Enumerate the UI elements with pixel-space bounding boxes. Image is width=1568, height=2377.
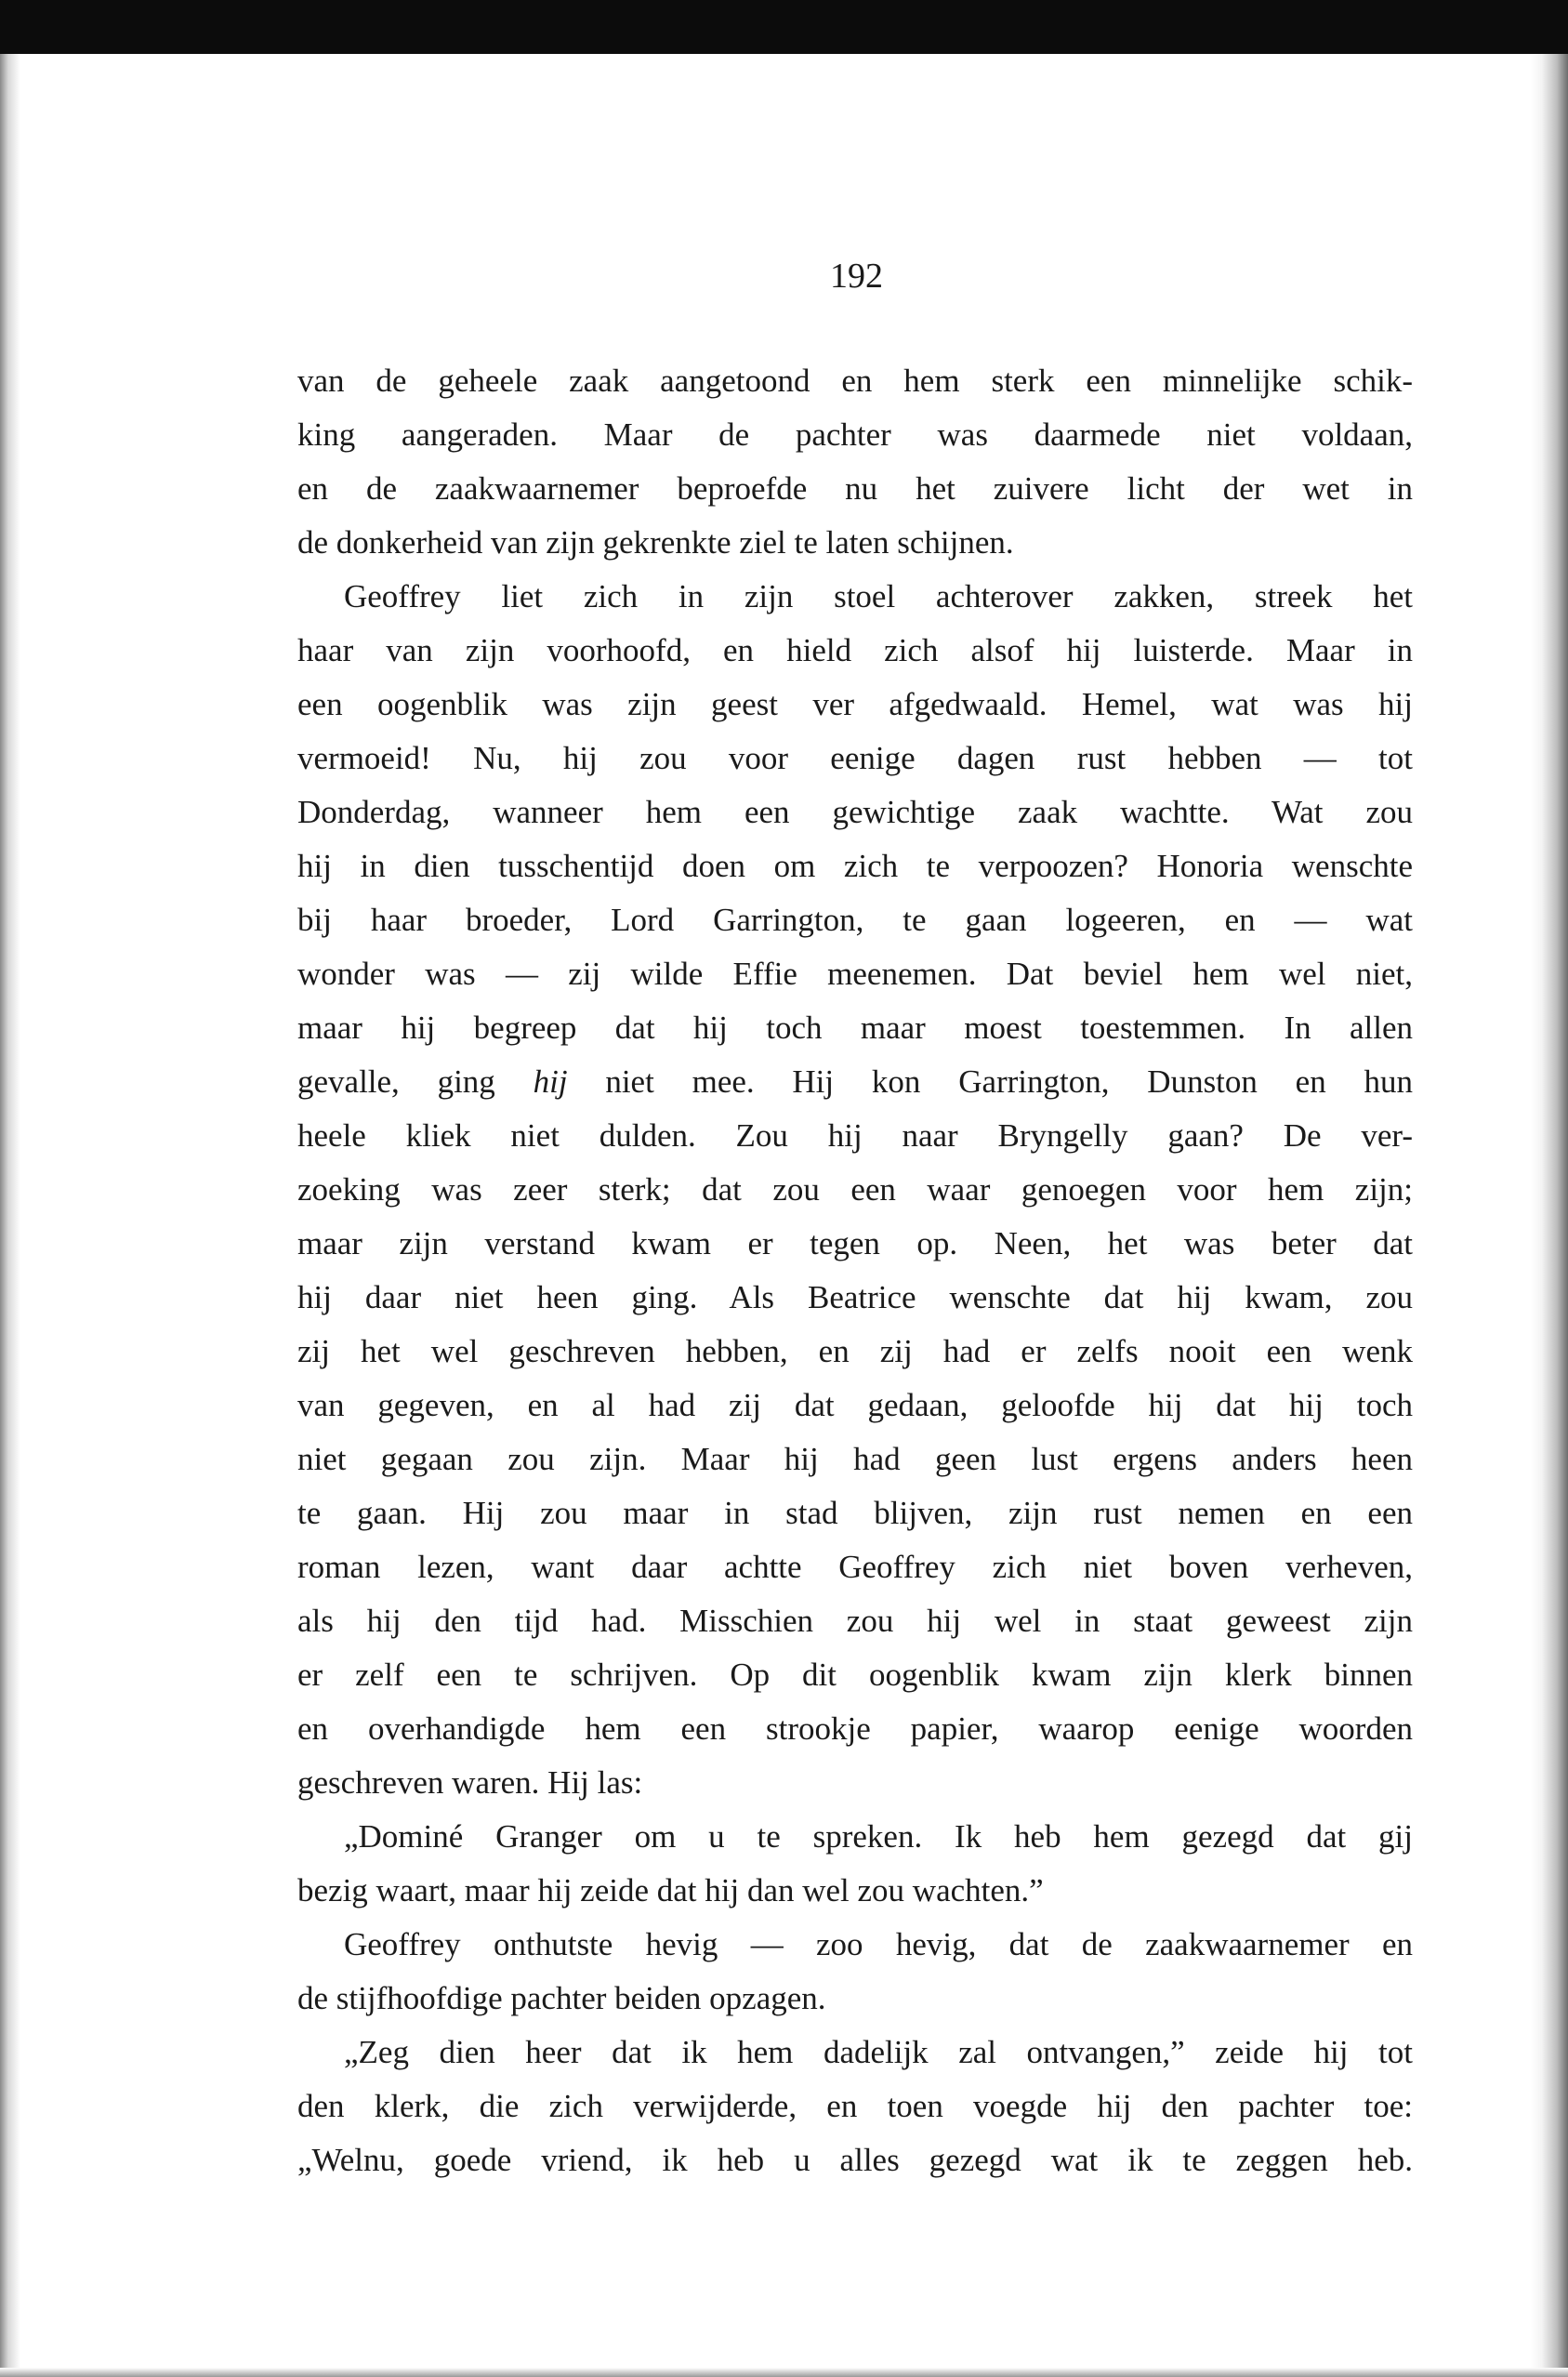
text-line: roman lezen, want daar achtte Geoffrey zich niet boven verheven,	[297, 1549, 1413, 1585]
text-line: een oogenblik was zijn geest ver afgedwaald. Hemel, wat was hij	[297, 686, 1413, 722]
page-number: 192	[830, 257, 883, 296]
text-segment: gevalle, ging	[297, 1063, 495, 1100]
text-line: de donkerheid van zijn gekrenkte ziel te laten schijnen.	[297, 524, 1014, 561]
text-line: haar van zijn voorhoofd, en hield zich alsof hij luisterde. Maar in	[297, 632, 1413, 668]
scan-left-edge	[0, 54, 20, 2377]
text-line: vermoeid! Nu, hij zou voor eenige dagen rust hebben — tot	[297, 740, 1413, 776]
text-line: en overhandigde hem een strookje papier, waarop eenige woorden	[297, 1710, 1413, 1747]
text-line	[297, 1059, 1413, 1113]
text-line: van gegeven, en al had zij dat gedaan, geloofde hij dat hij toch	[297, 1387, 1413, 1423]
text-line: zoeking was zeer sterk; dat zou een waar genoegen voor hem zijn;	[297, 1171, 1413, 1208]
text-line: „Zeg dien heer dat ik hem dadelijk zal ontvangen,” zeide hij tot	[344, 2034, 1413, 2070]
text-line: niet gegaan zou zijn. Maar hij had geen lust ergens anders heen	[297, 1441, 1413, 1477]
text-line: als hij den tijd had. Misschien zou hij wel in staat geweest zijn	[297, 1603, 1413, 1639]
scan-top-border	[0, 0, 1568, 54]
text-line: Geoffrey onthutste hevig — zoo hevig, dat de zaakwaarnemer en	[344, 1926, 1413, 1962]
scan-bottom-edge	[0, 2368, 1568, 2377]
text-line: bezig waart, maar hij zeide dat hij dan wel zou wachten.”	[297, 1872, 1044, 1908]
text-line: zij het wel geschreven hebben, en zij had er zelfs nooit een wenk	[297, 1333, 1413, 1369]
text-line: „Dominé Granger om u te spreken. Ik heb hem gezegd dat gij	[344, 1818, 1413, 1855]
text-line: de stijfhoofdige pachter beiden opzagen.	[297, 1980, 826, 2016]
text-line: hij daar niet heen ging. Als Beatrice wenschte dat hij kwam, zou	[297, 1279, 1413, 1315]
text-line: geschreven waren. Hij las:	[297, 1764, 643, 1801]
text-line: wonder was — zij wilde Effie meenemen. Dat beviel hem wel niet,	[297, 956, 1413, 992]
text-line: maar zijn verstand kwam er tegen op. Neen, het was beter dat	[297, 1225, 1413, 1261]
text-line: king aangeraden. Maar de pachter was daarmede niet voldaan,	[297, 416, 1413, 453]
page-body-text	[297, 358, 1413, 2191]
scan-right-edge	[1531, 54, 1568, 2377]
text-line: te gaan. Hij zou maar in stad blijven, zijn rust nemen en een	[297, 1495, 1413, 1531]
text-line: en de zaakwaarnemer beproefde nu het zuivere licht der wet in	[297, 470, 1413, 507]
text-line: maar hij begreep dat hij toch maar moest toestemmen. In allen	[297, 1010, 1413, 1046]
text-line: „Welnu, goede vriend, ik heb u alles gezegd wat ik te zeggen heb.	[297, 2142, 1413, 2178]
text-line: Geoffrey liet zich in zijn stoel achterover zakken, streek het	[344, 578, 1413, 614]
italic-emphasis: hij	[533, 1063, 568, 1100]
text-segment: niet mee. Hij kon Garrington, Dunston en hun	[605, 1063, 1414, 1100]
text-line: van de geheele zaak aangetoond en hem sterk een minnelijke schik-	[297, 363, 1413, 399]
text-line: er zelf een te schrijven. Op dit oogenblik kwam zijn klerk binnen	[297, 1657, 1413, 1693]
text-line: hij in dien tusschentijd doen om zich te verpoozen? Honoria wenschte	[297, 848, 1413, 884]
text-line: heele kliek niet dulden. Zou hij naar Bryngelly gaan? De ver-	[297, 1117, 1413, 1154]
text-line: den klerk, die zich verwijderde, en toen voegde hij den pachter toe:	[297, 2088, 1413, 2124]
text-line: bij haar broeder, Lord Garrington, te gaan logeeren, en — wat	[297, 902, 1413, 938]
text-line: Donderdag, wanneer hem een gewichtige zaak wachtte. Wat zou	[297, 794, 1413, 830]
